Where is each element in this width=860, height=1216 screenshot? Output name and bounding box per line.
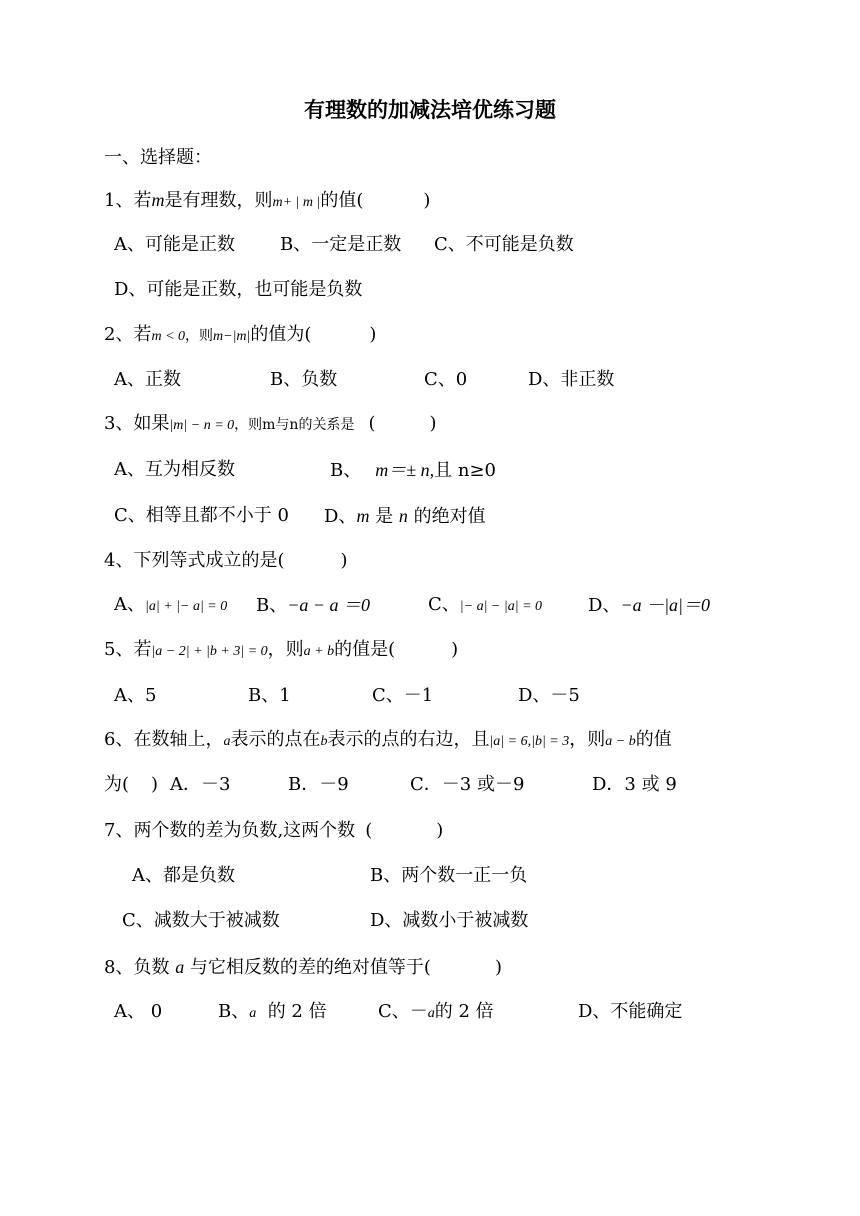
question-6 <box>104 727 672 755</box>
q7-option-c: C、减数大于被减数 <box>122 910 280 931</box>
q3-option-b-expr: m＝± n, <box>375 460 435 480</box>
q3-option-d-var-m: m <box>356 506 370 526</box>
q6-text-line2: 为( <box>104 774 130 795</box>
q8-paren: ) <box>494 957 502 978</box>
q6-var-a: a <box>223 734 231 749</box>
q8-option-b-label: B、 <box>218 1001 250 1022</box>
q1-option-b: B、一定是正数 <box>280 234 402 255</box>
q1-var: m <box>151 190 165 210</box>
q6-text-mid3: ，则 <box>569 729 606 750</box>
q4-option-a-label: A、 <box>114 594 145 615</box>
q3-expr: |m| − n = 0 <box>169 418 235 433</box>
q6-text: 6、在数轴上， <box>104 729 224 750</box>
q6-expr2: a − b <box>605 734 636 749</box>
q7-option-a: A、都是负数 <box>132 865 235 886</box>
q7-option-b: B、两个数一正一负 <box>370 865 528 886</box>
q5-paren: ) <box>451 639 459 660</box>
q4-option-d-expr: −a －|a|＝0 <box>620 595 710 615</box>
q5-text-post: 的值是( <box>334 639 396 660</box>
q8-option-c-var: a <box>427 1006 435 1021</box>
q8-text-post: 与它相反数的差的绝对值等于( <box>189 957 431 978</box>
q3-option-a: A、互为相反数 <box>114 459 235 480</box>
q3-option-b-text: 且 n≥0 <box>434 460 496 481</box>
q3-paren-close: ) <box>429 413 437 434</box>
q2-paren: ) <box>369 324 377 345</box>
q3-option-d-text-mid: 是 <box>375 506 394 527</box>
q6-option-b: B．－9 <box>288 774 349 795</box>
q1-text-post: 的值( <box>320 190 364 211</box>
q3-text-mid: ，则m与n的关系是 <box>234 417 355 433</box>
q2-expr: m−|m| <box>213 329 251 344</box>
q1-text: 1、若 <box>104 190 152 211</box>
q4-option-d-label: D、 <box>588 595 621 616</box>
q6-paren: ) <box>151 774 159 795</box>
q4-option-c-label: C、 <box>428 594 460 615</box>
q2-option-d: D、非正数 <box>528 369 615 390</box>
q7-paren-close: ) <box>436 820 444 841</box>
q4-option-c-expr: |− a| − |a| = 0 <box>459 599 543 614</box>
q8-var-a: a <box>175 957 185 977</box>
q4-option-c <box>428 592 542 620</box>
q5-expr2: a + b <box>303 644 335 659</box>
q4-paren: ) <box>340 550 348 571</box>
q3-option-d <box>324 503 486 530</box>
q5-expr: |a − 2| + |b + 3| = 0 <box>151 644 268 659</box>
q5-text: 5、若 <box>104 639 152 660</box>
question-2 <box>104 322 376 350</box>
q1-text-mid: 是有理数，则 <box>164 190 273 211</box>
q5-option-c: C、－1 <box>372 685 434 706</box>
q6-text-post: 的值 <box>635 729 672 750</box>
q2-text-mid: ，则 <box>185 328 214 344</box>
q6-expr: |a| = 6,|b| = 3 <box>489 734 570 749</box>
question-5 <box>104 637 458 665</box>
q8-option-d: D、不能确定 <box>578 1001 683 1022</box>
q6-var-b: b <box>320 734 328 749</box>
q4-option-b-label: B、 <box>256 595 288 616</box>
question-6-line-2 <box>104 772 158 798</box>
q1-option-c: C、不可能是负数 <box>434 234 574 255</box>
question-4 <box>104 548 348 574</box>
q8-option-c-label: C、－ <box>378 1001 428 1022</box>
question-1 <box>104 187 430 216</box>
q1-paren: ) <box>423 190 431 211</box>
q2-option-c: C、0 <box>424 369 468 390</box>
q3-option-d-label: D、 <box>324 506 357 527</box>
q7-text: 7、两个数的差为负数,这两个数 <box>104 820 356 841</box>
q4-option-d <box>588 592 710 619</box>
q4-option-b <box>256 592 370 619</box>
q1-option-d: D、可能是正数，也可能是负数 <box>114 279 363 300</box>
question-7 <box>104 818 443 844</box>
q3-option-c: C、相等且都不小于 0 <box>114 505 289 526</box>
q5-option-d: D、－5 <box>518 685 580 706</box>
q3-option-b-label: B、 <box>330 460 362 481</box>
q5-option-a: A、5 <box>114 685 157 706</box>
q1-option-a: A、可能是正数 <box>114 234 235 255</box>
q8-text: 8、负数 <box>104 957 170 978</box>
q6-option-c: C．－3 或－9 <box>410 774 525 795</box>
q2-text: 2、若 <box>104 324 152 345</box>
q8-option-b-text: 的 2 倍 <box>267 1001 327 1022</box>
q6-text-mid1: 表示的点在 <box>230 729 321 750</box>
q8-option-c <box>378 999 494 1027</box>
q4-option-b-expr: −a − a ＝0 <box>287 595 371 615</box>
q8-option-b <box>218 999 327 1027</box>
q3-paren-open: ( <box>368 413 376 434</box>
q2-text-post: 的值为( <box>250 324 312 345</box>
q5-text-mid: ，则 <box>267 639 304 660</box>
q7-paren-open: ( <box>365 820 373 841</box>
q4-option-a-expr: |a| + |− a| = 0 <box>145 599 228 614</box>
q6-text-mid2: 表示的点的右边，且 <box>327 729 490 750</box>
q7-option-d: D、减数小于被减数 <box>370 910 529 931</box>
question-3 <box>104 411 437 439</box>
q8-option-b-var: a <box>249 1006 257 1021</box>
q8-option-c-text: 的 2 倍 <box>434 1001 494 1022</box>
q5-option-b: B、1 <box>248 685 291 706</box>
q4-option-a <box>114 592 227 620</box>
q2-option-a: A、正数 <box>114 369 181 390</box>
q2-option-b: B、负数 <box>270 369 338 390</box>
q2-condition: m < 0 <box>151 329 186 344</box>
q4-text: 4、下列等式成立的是( <box>104 550 285 571</box>
q1-expr: m+ | m | <box>272 195 321 210</box>
q6-option-a: A．－3 <box>170 774 231 795</box>
q3-option-d-var-n: n <box>398 506 408 526</box>
section-heading: 一、选择题： <box>104 147 212 168</box>
q3-option-d-text: 的绝对值 <box>413 506 486 527</box>
q6-option-d: D．3 或 9 <box>592 774 677 795</box>
q3-option-b <box>330 457 496 484</box>
page-title: 有理数的加减法培优练习题 <box>304 98 556 122</box>
question-8 <box>104 954 502 981</box>
q3-text: 3、如果 <box>104 413 170 434</box>
q8-option-a: A、 0 <box>114 1001 163 1022</box>
